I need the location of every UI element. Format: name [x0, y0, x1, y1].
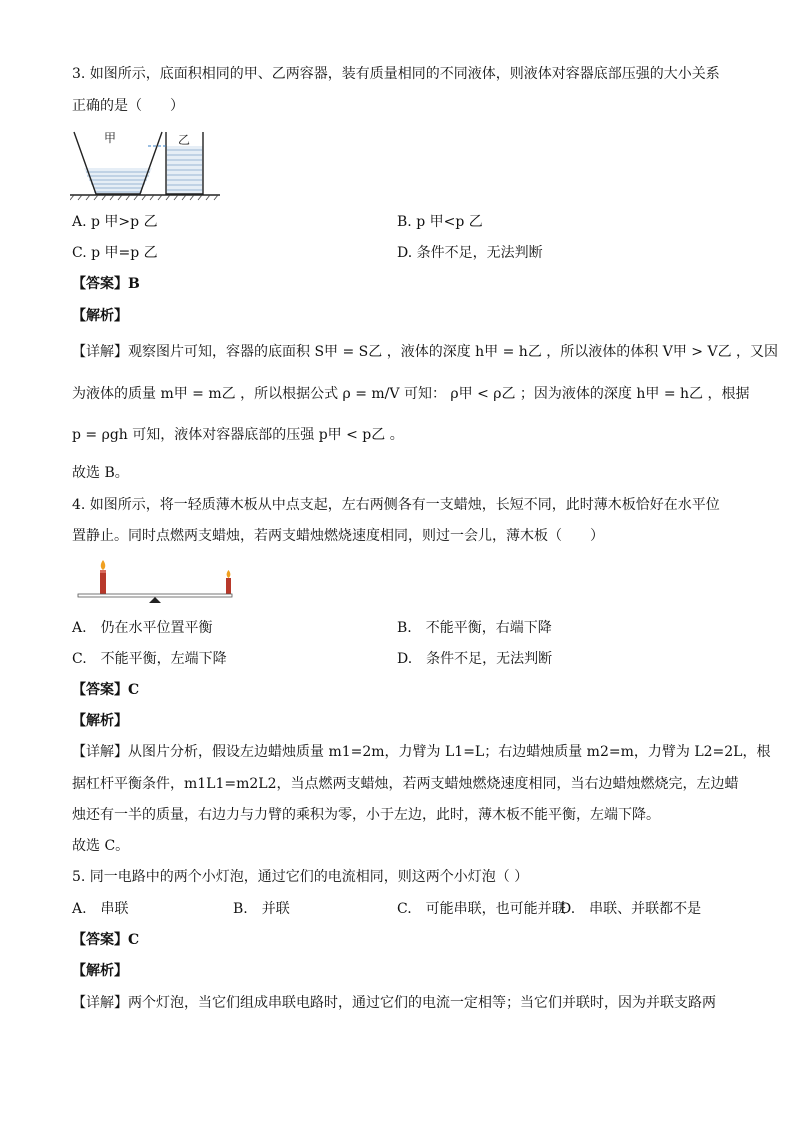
- q3-answer: 【答案】B: [72, 276, 140, 292]
- q4-option-b: B. 不能平衡，右端下降: [397, 620, 552, 636]
- q4-detail-line3: 烛还有一半的质量，右边力与力臂的乘积为零，小于左边，此时，薄木板不能平衡，左端下降。: [72, 807, 660, 823]
- q3-option-c: C. p 甲=p 乙: [72, 245, 158, 261]
- q4-answer: 【答案】C: [72, 682, 140, 698]
- q4-conclusion: 故选 C。: [72, 838, 130, 854]
- q5-stem: 5. 同一电路中的两个小灯泡，通过它们的电流相同，则这两个小灯泡（ ）: [72, 869, 529, 885]
- q5-option-c: C. 可能串联，也可能并联: [397, 901, 566, 917]
- q3-option-b: B. p 甲<p 乙: [397, 214, 483, 230]
- q4-option-d: D. 条件不足，无法判断: [397, 651, 553, 667]
- q5-detail-line1: 【详解】两个灯泡，当它们组成串联电路时，通过它们的电流一定相等；当它们并联时，因为并联支路两: [72, 995, 716, 1011]
- q5-option-a: A. 串联: [72, 901, 129, 917]
- q4-option-c: C. 不能平衡，左端下降: [72, 651, 227, 667]
- q3-option-d: D. 条件不足，无法判断: [397, 245, 543, 261]
- q5-analysis-heading: 【解析】: [72, 963, 128, 979]
- q5-option-d: D. 串联、并联都不是: [560, 901, 702, 917]
- q3-conclusion: 故选 B。: [72, 465, 129, 481]
- q4-detail-line2: 据杠杆平衡条件，m1L1=m2L2，当点燃两支蜡烛，若两支蜡烛燃烧速度相同，当右边蜡烛燃烧完，左边蜡: [72, 776, 739, 792]
- q3-containers-figure: [70, 128, 220, 203]
- q3-stem-line2: 正确的是（ ）: [72, 98, 184, 114]
- q4-stem-line1: 4. 如图所示，将一轻质薄木板从中点支起，左右两侧各有一支蜡烛，长短不同，此时薄木板恰好在水平位: [72, 497, 720, 513]
- q5-option-b: B. 并联: [233, 901, 290, 917]
- q4-option-a: A. 仍在水平位置平衡: [72, 620, 213, 636]
- q3-detail-line2: 为液体的质量 m甲 = m乙 ，所以根据公式 ρ = m/V 可知： ρ甲 < ρ乙 ；因为液体的深度 h甲 = h乙 ，根据: [72, 386, 750, 402]
- q3-label-yi: 乙: [178, 133, 191, 147]
- q5-answer: 【答案】C: [72, 932, 140, 948]
- q4-detail-line1: 【详解】从图片分析，假设左边蜡烛质量 m1=2m，力臂为 L1=L；右边蜡烛质量 m2=m，力臂为 L2=2L，根: [72, 744, 771, 760]
- q3-detail-line3: p = ρgh 可知，液体对容器底部的压强 p甲 < p乙 。: [72, 427, 404, 443]
- q4-analysis-heading: 【解析】: [72, 713, 128, 729]
- q3-option-a: A. p 甲>p 乙: [72, 214, 158, 230]
- q3-analysis-heading: 【解析】: [72, 308, 128, 324]
- q3-label-jia: 甲: [104, 131, 117, 145]
- q4-lever-candles-figure: [74, 558, 236, 608]
- q4-stem-line2: 置静止。同时点燃两支蜡烛，若两支蜡烛燃烧速度相同，则过一会儿，薄木板（ ）: [72, 528, 604, 544]
- q3-detail-line1: 【详解】观察图片可知，容器的底面积 S甲 = S乙 ，液体的深度 h甲 = h乙 ，所以液体的体积 V甲 > V乙 ，又因: [72, 344, 779, 360]
- q3-stem-line1: 3. 如图所示，底面积相同的甲、乙两容器，装有质量相同的不同液体，则液体对容器底部压强的大小关系: [72, 66, 720, 82]
